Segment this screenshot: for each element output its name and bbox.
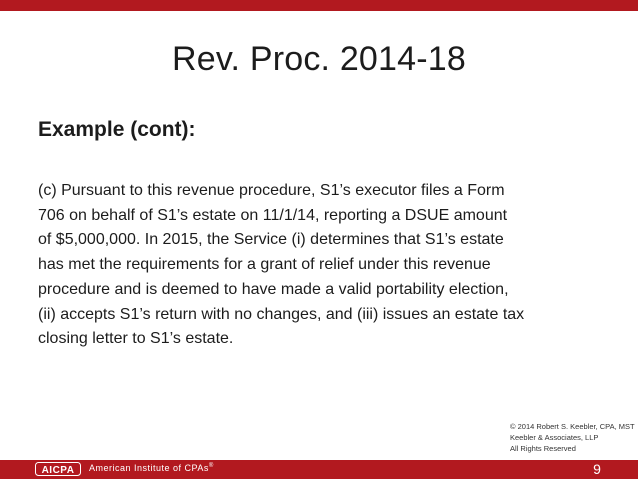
footer-org-name: American Institute of CPAs® [89, 463, 214, 473]
body-line: procedure and is deemed to have made a valid portability election, [38, 280, 509, 298]
body-paragraph [38, 179, 606, 352]
body-line: of $5,000,000. In 2015, the Service (i) determines that S1’s estate [38, 231, 504, 249]
logo-text: AICPA [41, 464, 75, 476]
copyright-line: © 2014 Robert S. Keebler, CPA, MST [510, 422, 635, 431]
example-subheading: Example (cont): [38, 118, 196, 141]
aicpa-logo-icon [35, 462, 81, 476]
copyright-line: All Rights Reserved [510, 444, 576, 453]
copyright-notice [510, 421, 635, 454]
slide-title: Rev. Proc. 2014-18 [171, 40, 466, 78]
registered-mark: ® [208, 463, 214, 469]
body-line: (c) Pursuant to this revenue procedure, S1’s executor files a Form [38, 182, 505, 199]
body-line: (ii) accepts S1’s return with no changes, and (iii) issues an estate tax [38, 305, 525, 323]
copyright-line: Keebler & Associates, LLP [510, 433, 599, 442]
top-accent-bar [0, 0, 638, 11]
body-line: 706 on behalf of S1’s estate on 11/1/14, reporting a DSUE amount [38, 206, 508, 224]
body-line: has met the requirements for a grant of relief under this revenue [38, 256, 491, 274]
body-line: closing letter to S1’s estate. [38, 330, 234, 348]
page-number: 9 [593, 461, 601, 477]
